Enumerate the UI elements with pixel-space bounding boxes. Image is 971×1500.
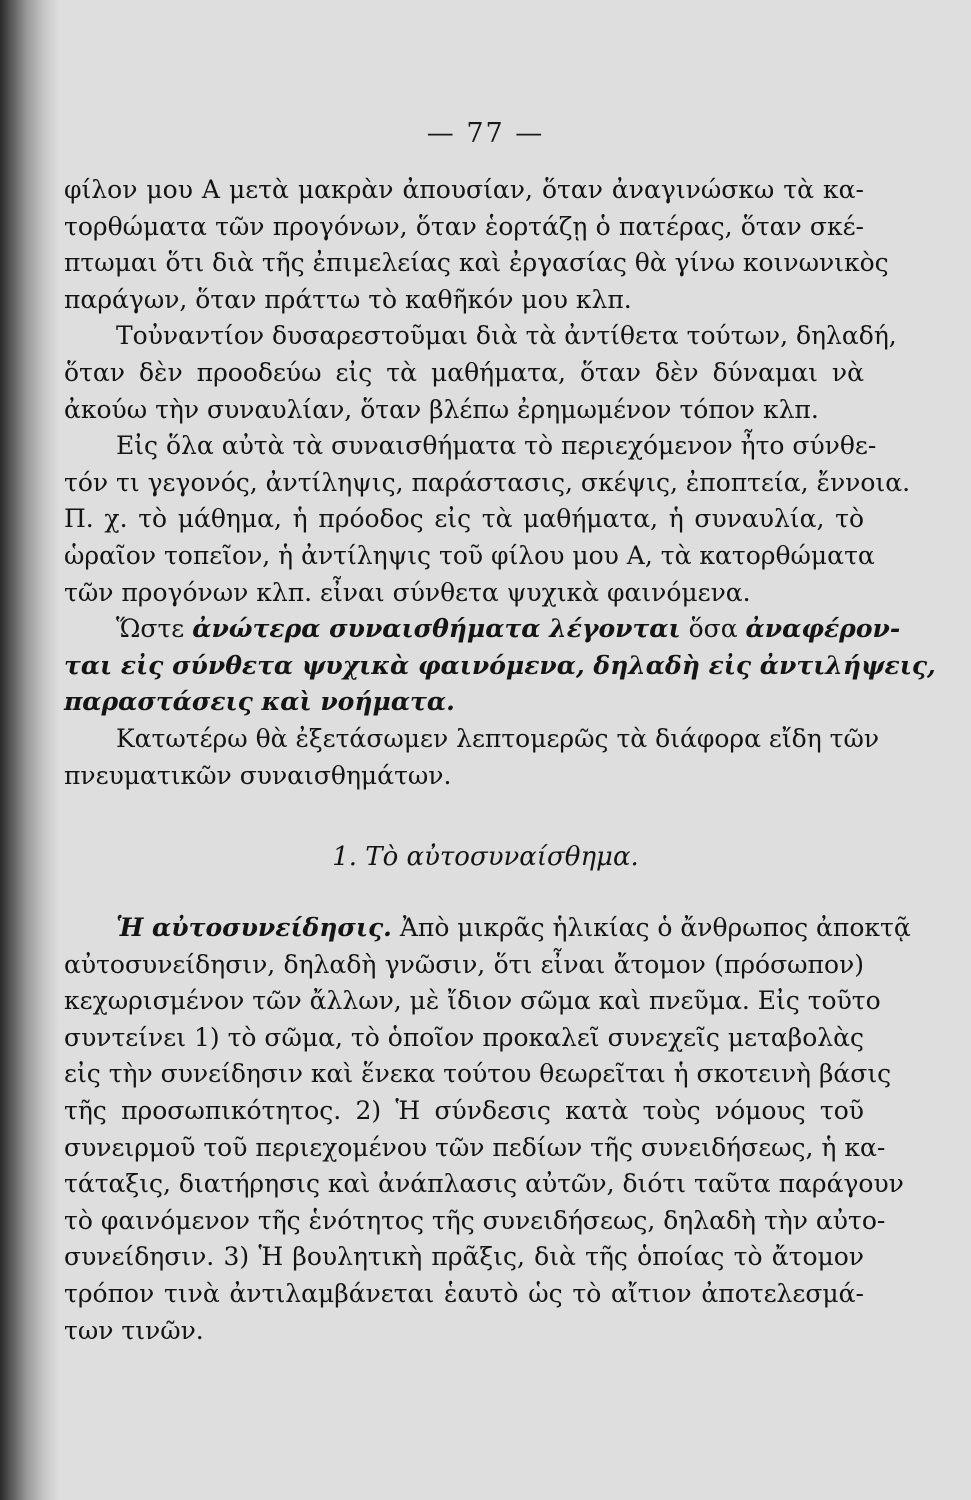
text-line: πτωμαι ὅτι διὰ τῆς ἐπιμελείας καὶ ἐργασίας θὰ γίνω κοινωνικὸς	[64, 248, 889, 278]
text-line	[64, 910, 911, 947]
text-line: Κατωτέρω θὰ ἐξετάσωμεν λεπτομερῶς τὰ διάφορα εἴδη τῶν	[116, 723, 880, 753]
text-line: πνευματικῶν συναισθημάτων.	[64, 760, 452, 790]
definition-line: ται εἰς σύνθετα ψυχικὰ φαινόμενα, δηλαδὴ εἰς ἀντιλήψεις,	[64, 650, 936, 680]
definition-line	[64, 611, 901, 648]
text-line: παράγων, ὅταν πράττω τὸ καθῆκόν μου κλπ.	[64, 284, 632, 314]
text-line: τῶν προγόνων κλπ. εἶναι σύνθετα ψυχικὰ φαινόμενα.	[64, 577, 751, 607]
text-run: Ὥστε	[116, 614, 185, 644]
section-heading: 1. Τὸ αὐτοσυναίσθημα.	[332, 842, 639, 872]
text-line: συνειρμοῦ τοῦ περιεχομένου τῶν πεδίων τῆς συνειδήσεως, ἡ κα-	[64, 1132, 886, 1162]
text-run: ὅσα	[688, 614, 738, 644]
text-line: συντείνει 1) τὸ σῶμα, τὸ ὁποῖον προκαλεῖ συνεχεῖς μεταβολὰς	[64, 1022, 864, 1052]
text-line: συνείδησιν. 3) Ἡ βουλητικὴ πρᾶξις, διὰ τῆς ὁποίας τὸ ἄτομον	[64, 1242, 864, 1272]
text-line: αὐτοσυνείδησιν, δηλαδὴ γνῶσιν, ὅτι εἶναι ἄτομον (πρόσωπον)	[64, 949, 864, 979]
text-line: τὸ φαινόμενον τῆς ἑνότητος τῆς συνειδήσεως, δηλαδὴ τὴν αὐτο-	[64, 1205, 886, 1235]
text-line: φίλον μου Α μετὰ μακρὰν ἀπουσίαν, ὅταν ἀναγινώσκω τὰ κα-	[64, 175, 864, 204]
text-line: τάταξις, διατήρησις καὶ ἀνάπλασις αὐτῶν, διότι ταῦτα παράγουν	[64, 1169, 904, 1199]
text-line: Εἰς ὅλα αὐτὰ τὰ συναισθήματα τὸ περιεχόμενον ἦτο σύνθε-	[116, 431, 877, 461]
text-line: Τοὐναντίον δυσαρεστοῦμαι διὰ τὰ ἀντίθετα τούτων, δηλαδή,	[116, 321, 897, 351]
text-line: ὅταν δὲν προοδεύω εἰς τὰ μαθήματα, ὅταν δὲν δύναμαι νὰ	[64, 357, 864, 387]
text-line: κεχωρισμένον τῶν ἄλλων, μὲ ἴδιον σῶμα καὶ πνεῦμα. Εἰς τοῦτο	[64, 986, 881, 1016]
text-line: τορθώματα τῶν προγόνων, ὅταν ἑορτάζῃ ὁ πατέρας, ὅταν σκέ-	[64, 211, 864, 241]
text-line: ὡραῖον τοπεῖον, ἡ ἀντίληψις τοῦ φίλου μου Α, τὰ κατορθώματα	[64, 540, 875, 570]
text-line: των τινῶν.	[64, 1315, 204, 1345]
text-run: Ἀπὸ μικρᾶς ἡλικίας ὁ ἄνθρωπος ἀποκτᾷ	[399, 913, 911, 942]
text-line: ἀκούω τὴν συναυλίαν, ὅταν βλέπω ἐρημωμένον τόπον κλπ.	[64, 394, 819, 424]
text-line: τόν τι γεγονός, ἀντίληψις, παράστασις, σκέψις, ἐποπτεία, ἔννοια.	[64, 467, 911, 497]
emphasis-text: ἀναφέρον-	[745, 614, 901, 644]
text-line: Π. χ. τὸ μάθημα, ἡ πρόοδος εἰς τὰ μαθήματα, ἡ συναυλία, τὸ	[64, 504, 864, 534]
emphasis-text: ἀνώτερα συναισθήματα λέγονται	[192, 614, 681, 644]
definition-line: παραστάσεις καὶ νοήματα.	[64, 687, 455, 717]
page-number: — 77 —	[426, 118, 545, 149]
text-line: εἰς τὴν συνείδησιν καὶ ἕνεκα τούτου θεωρεῖται ἡ σκοτεινὴ βάσις	[64, 1059, 892, 1089]
binding-shadow	[0, 0, 60, 1500]
text-line: τρόπον τινὰ ἀντιλαμβάνεται ἑαυτὸ ὡς τὸ αἴτιον ἀποτελεσμά-	[64, 1278, 864, 1308]
section-text	[64, 910, 911, 1349]
body-text	[64, 172, 936, 794]
text-line: τῆς προσωπικότητος. 2) Ἡ σύνδεσις κατὰ τοὺς νόμους τοῦ	[64, 1095, 864, 1125]
term-text: Ἡ αὐτοσυνείδησις.	[116, 913, 392, 942]
